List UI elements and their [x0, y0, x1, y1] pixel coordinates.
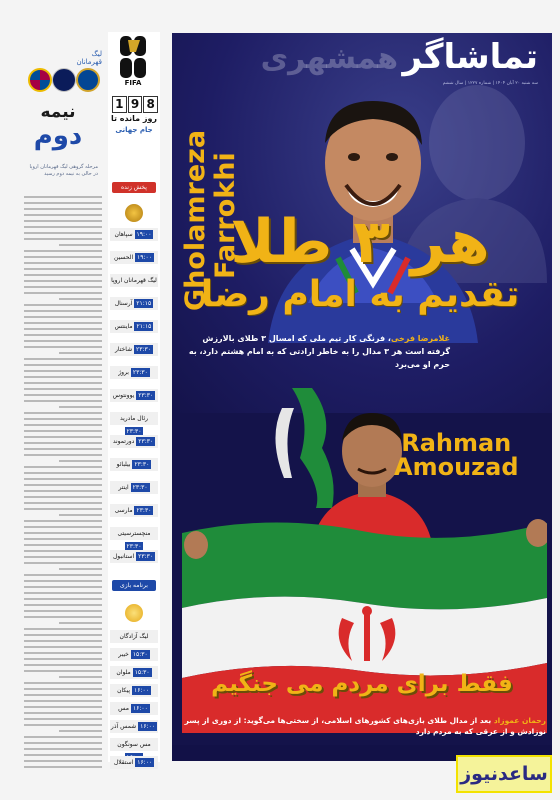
- match-time: ۲۳:۳۰: [136, 507, 152, 514]
- text-line: [24, 652, 102, 654]
- match-time: ۱۶:۰۰: [134, 687, 149, 694]
- match-row: [110, 228, 158, 241]
- text-line: [24, 202, 102, 204]
- lead2-athlete-name: رحمان عموزاد: [493, 716, 546, 725]
- countdown-digit: 9: [128, 96, 143, 113]
- text-line: [24, 388, 102, 390]
- match-team: بروژ: [118, 369, 129, 376]
- match-row: [110, 702, 158, 715]
- schedule-column: [108, 32, 160, 766]
- match-row: [110, 481, 158, 494]
- main-headline: هر ۳ طلا: [230, 207, 490, 277]
- text-line: [24, 598, 102, 600]
- countdown-caption-event: جام جهانی: [115, 126, 153, 134]
- match-team: شاختار: [115, 346, 133, 353]
- text-line: [59, 568, 102, 570]
- text-line: [24, 448, 102, 450]
- text-line: [24, 322, 102, 324]
- lead-paragraph-1: [180, 332, 450, 371]
- match-team: لیگ قهرمانان اروپا: [111, 277, 157, 284]
- match-team: منچسترسیتی: [117, 530, 151, 537]
- match-time: ۱۹:۰۰: [136, 231, 152, 238]
- text-line: [24, 718, 102, 720]
- match-row: [110, 666, 158, 679]
- countdown-digit: 8: [143, 96, 158, 113]
- text-line: [24, 454, 102, 456]
- text-line: [24, 430, 102, 432]
- match-row: [110, 297, 158, 310]
- text-line: [24, 538, 102, 540]
- live-broadcast-header: پخش زنده: [112, 182, 156, 193]
- match-row: [110, 412, 158, 435]
- match-row: [110, 251, 158, 264]
- text-line: [24, 214, 102, 216]
- text-line: [24, 274, 102, 276]
- match-team: سپاهان: [114, 231, 133, 238]
- champions-league-logo-icon: [52, 68, 76, 92]
- text-line: [24, 706, 102, 708]
- text-line: [24, 532, 102, 534]
- match-row: [110, 435, 158, 448]
- text-line: [24, 286, 102, 288]
- text-line: [24, 526, 102, 528]
- secondary-headline: فقط برای مردم می جنگیم: [211, 671, 513, 697]
- text-line: [24, 646, 102, 648]
- match-row: [110, 527, 158, 550]
- match-time: ۲۳:۳۰: [126, 428, 142, 435]
- text-line: [24, 316, 102, 318]
- league-label: لیگ قهرمانان: [76, 50, 102, 66]
- match-time: ۲۳:۳۰: [132, 484, 148, 491]
- countdown: [112, 96, 158, 113]
- match-row: [110, 343, 158, 356]
- countdown-digit: 1: [112, 96, 127, 113]
- match-time: ۲۳:۳۰: [138, 438, 154, 445]
- text-line: [59, 514, 102, 516]
- match-team: پیکان: [117, 687, 131, 694]
- text-line: [24, 358, 102, 360]
- match-team: دورتموند: [112, 438, 135, 445]
- text-line: [24, 436, 102, 438]
- match-row: [110, 550, 158, 563]
- athlete-first-name: Gholamreza: [180, 129, 211, 311]
- cup-icon: [125, 204, 143, 222]
- match-time: ۲۳:۳۰: [134, 461, 150, 468]
- text-line: [24, 292, 102, 294]
- text-line: [24, 340, 102, 342]
- text-line: [24, 520, 102, 522]
- text-line: [24, 346, 102, 348]
- caption-last-name: Amouzad: [394, 453, 519, 481]
- club-logos: [28, 68, 100, 94]
- match-team: رئال مادرید: [119, 415, 149, 422]
- text-line: [24, 496, 102, 498]
- text-line: [59, 730, 102, 732]
- match-time: ۲۳:۳۰: [126, 543, 142, 550]
- match-row: [110, 648, 158, 661]
- text-line: [24, 592, 102, 594]
- match-row: [110, 738, 158, 751]
- text-line: [24, 682, 102, 684]
- league-logo-icon: [125, 604, 143, 622]
- text-line: [24, 334, 102, 336]
- text-line: [24, 418, 102, 420]
- text-line: [24, 370, 102, 372]
- text-line: [24, 670, 102, 672]
- match-team: ماینتس: [114, 323, 133, 330]
- text-line: [59, 244, 102, 246]
- text-line: [24, 472, 102, 474]
- text-line: [24, 412, 102, 414]
- text-line: [24, 754, 102, 756]
- text-line: [24, 736, 102, 738]
- match-time: ۲۳:۳۰: [138, 392, 154, 399]
- text-line: [24, 478, 102, 480]
- text-line: [24, 712, 102, 714]
- text-line: [24, 364, 102, 366]
- match-team: الحسین: [114, 254, 134, 261]
- iran-flag-image: [182, 493, 547, 733]
- text-line: [24, 658, 102, 660]
- text-line: [24, 424, 102, 426]
- match-time: ۲۳:۳۰: [132, 369, 148, 376]
- countdown-caption: روز مانده تا: [110, 114, 158, 123]
- article-subtitle: مرحله گروهی لیگ قهرمانان اروپا در حالی به نیمه دوم رسید: [29, 164, 98, 177]
- issue-info: سه شنبه ۲۰ آبان ۱۴۰۴ | شماره ۱۲۲۷ | سال ششم: [442, 81, 538, 86]
- text-line: [59, 460, 102, 462]
- text-line: [24, 382, 102, 384]
- text-line: [24, 556, 102, 558]
- match-time: ۱۹:۰۰: [137, 254, 152, 261]
- match-time: ۱۶:۰۰: [140, 723, 156, 730]
- lead2-text: بعد از مدال طلای بازی‌های کشورهای اسلامی، از سختی‌ها می‌گوید: از دوری از پسر نوزادش و از عرقی که به مردم دارد: [184, 716, 546, 736]
- text-line: [24, 694, 102, 696]
- text-line: [59, 298, 102, 300]
- match-team: لیگ آزادگان: [119, 633, 149, 640]
- text-line: [24, 310, 102, 312]
- text-line: [24, 574, 102, 576]
- match-team: مس سونگون: [117, 741, 151, 748]
- text-line: [24, 232, 102, 234]
- article-title: نیمه دوم: [33, 102, 83, 151]
- match-team: خیبر: [118, 651, 129, 658]
- text-line: [24, 268, 102, 270]
- text-line: [59, 352, 102, 354]
- match-row: [110, 684, 158, 697]
- match-row: [110, 504, 158, 517]
- match-time: ۱۵:۳۰: [132, 651, 148, 658]
- match-time: ۲۱:۱۵: [136, 300, 152, 307]
- text-line: [24, 634, 102, 636]
- text-line: [24, 304, 102, 306]
- text-line: [24, 544, 102, 546]
- caption-first-name: Rahman: [401, 429, 512, 457]
- text-line: [24, 724, 102, 726]
- text-line: [24, 400, 102, 402]
- text-line: [24, 394, 102, 396]
- barcelona-logo-icon: [28, 68, 52, 92]
- text-line: [24, 742, 102, 744]
- text-line: [24, 466, 102, 468]
- match-row: [110, 458, 158, 471]
- lead-paragraph-2: [180, 715, 546, 737]
- text-line: [24, 748, 102, 750]
- text-line: [24, 760, 102, 762]
- match-row: [110, 320, 158, 333]
- cover-panel: [172, 33, 552, 761]
- text-line: [24, 580, 102, 582]
- watermark-logo: ساعدنیوز: [456, 755, 552, 793]
- text-line: [24, 508, 102, 510]
- match-row: [110, 274, 158, 287]
- text-line: [24, 490, 102, 492]
- text-line: [24, 700, 102, 702]
- schedule-header: برنامه بازی: [112, 580, 156, 591]
- text-line: [24, 628, 102, 630]
- text-line: [24, 586, 102, 588]
- match-time: ۱۶:۰۰: [132, 705, 148, 712]
- match-row: [110, 366, 158, 379]
- text-line: [59, 622, 102, 624]
- text-line: [24, 688, 102, 690]
- text-line: [24, 610, 102, 612]
- match-team: مارسی: [114, 507, 133, 514]
- text-line: [24, 280, 102, 282]
- text-line: [24, 250, 102, 252]
- left-article-column: [10, 30, 102, 790]
- text-line: [24, 376, 102, 378]
- text-line: [24, 550, 102, 552]
- match-team: اینتر: [118, 484, 129, 491]
- lead1-text: ، فرنگی کار تیم ملی که امسال ۳ طلای بالارزش گرفته است هر ۳ مدال را به خاطر ارادتی که به امام هشتم دارد، به حرم او می‌برد: [188, 334, 450, 369]
- text-line: [24, 664, 102, 666]
- text-line: [24, 256, 102, 258]
- match-team: شمس آذر: [110, 723, 137, 730]
- match-time: ۲۳:۳۰: [136, 346, 151, 353]
- match-time: ۲۳:۳۰: [138, 553, 154, 560]
- match-row: [110, 630, 158, 643]
- match-team: آرسنال: [114, 300, 133, 307]
- text-line: [59, 406, 102, 408]
- match-row: [110, 756, 158, 769]
- text-line: [24, 328, 102, 330]
- text-line: [24, 502, 102, 504]
- match-time: ۱۶:۰۰: [137, 759, 153, 766]
- text-line: [59, 676, 102, 678]
- main-headline-sub: تقدیم به امام رضا: [200, 274, 520, 315]
- match-team: یوونتوس: [112, 392, 135, 399]
- chelsea-logo-icon: [76, 68, 100, 92]
- text-line: [24, 220, 102, 222]
- masthead-publisher: همشهری: [260, 41, 398, 76]
- text-line: [24, 226, 102, 228]
- match-time: ۲۱:۱۵: [136, 323, 152, 330]
- match-team: مس: [118, 705, 130, 712]
- world-cup-logo-icon: [118, 36, 148, 86]
- match-team: ملوان: [116, 669, 131, 676]
- match-team: استانبول: [112, 553, 135, 560]
- athlete-last-name: Farrokhi: [210, 152, 241, 279]
- article-body-text: [24, 196, 102, 772]
- text-line: [24, 616, 102, 618]
- text-line: [24, 196, 102, 198]
- text-line: [24, 562, 102, 564]
- text-line: [24, 766, 102, 768]
- text-line: [24, 238, 102, 240]
- athlete-caption-name: [394, 431, 519, 479]
- text-line: [24, 604, 102, 606]
- text-line: [24, 262, 102, 264]
- text-line: [24, 208, 102, 210]
- text-line: [24, 640, 102, 642]
- match-row: [110, 720, 158, 733]
- match-time: ۱۵:۳۰: [134, 669, 150, 676]
- masthead-brand: تماشاگر: [402, 37, 538, 77]
- text-line: [24, 442, 102, 444]
- match-row: [110, 389, 158, 402]
- match-team: استقلال: [113, 759, 134, 766]
- lead1-athlete-name: غلامرضا فرخی: [390, 334, 450, 343]
- fifa-label: FIFA: [124, 79, 142, 86]
- text-line: [24, 484, 102, 486]
- match-team: بیلبائو: [116, 461, 131, 468]
